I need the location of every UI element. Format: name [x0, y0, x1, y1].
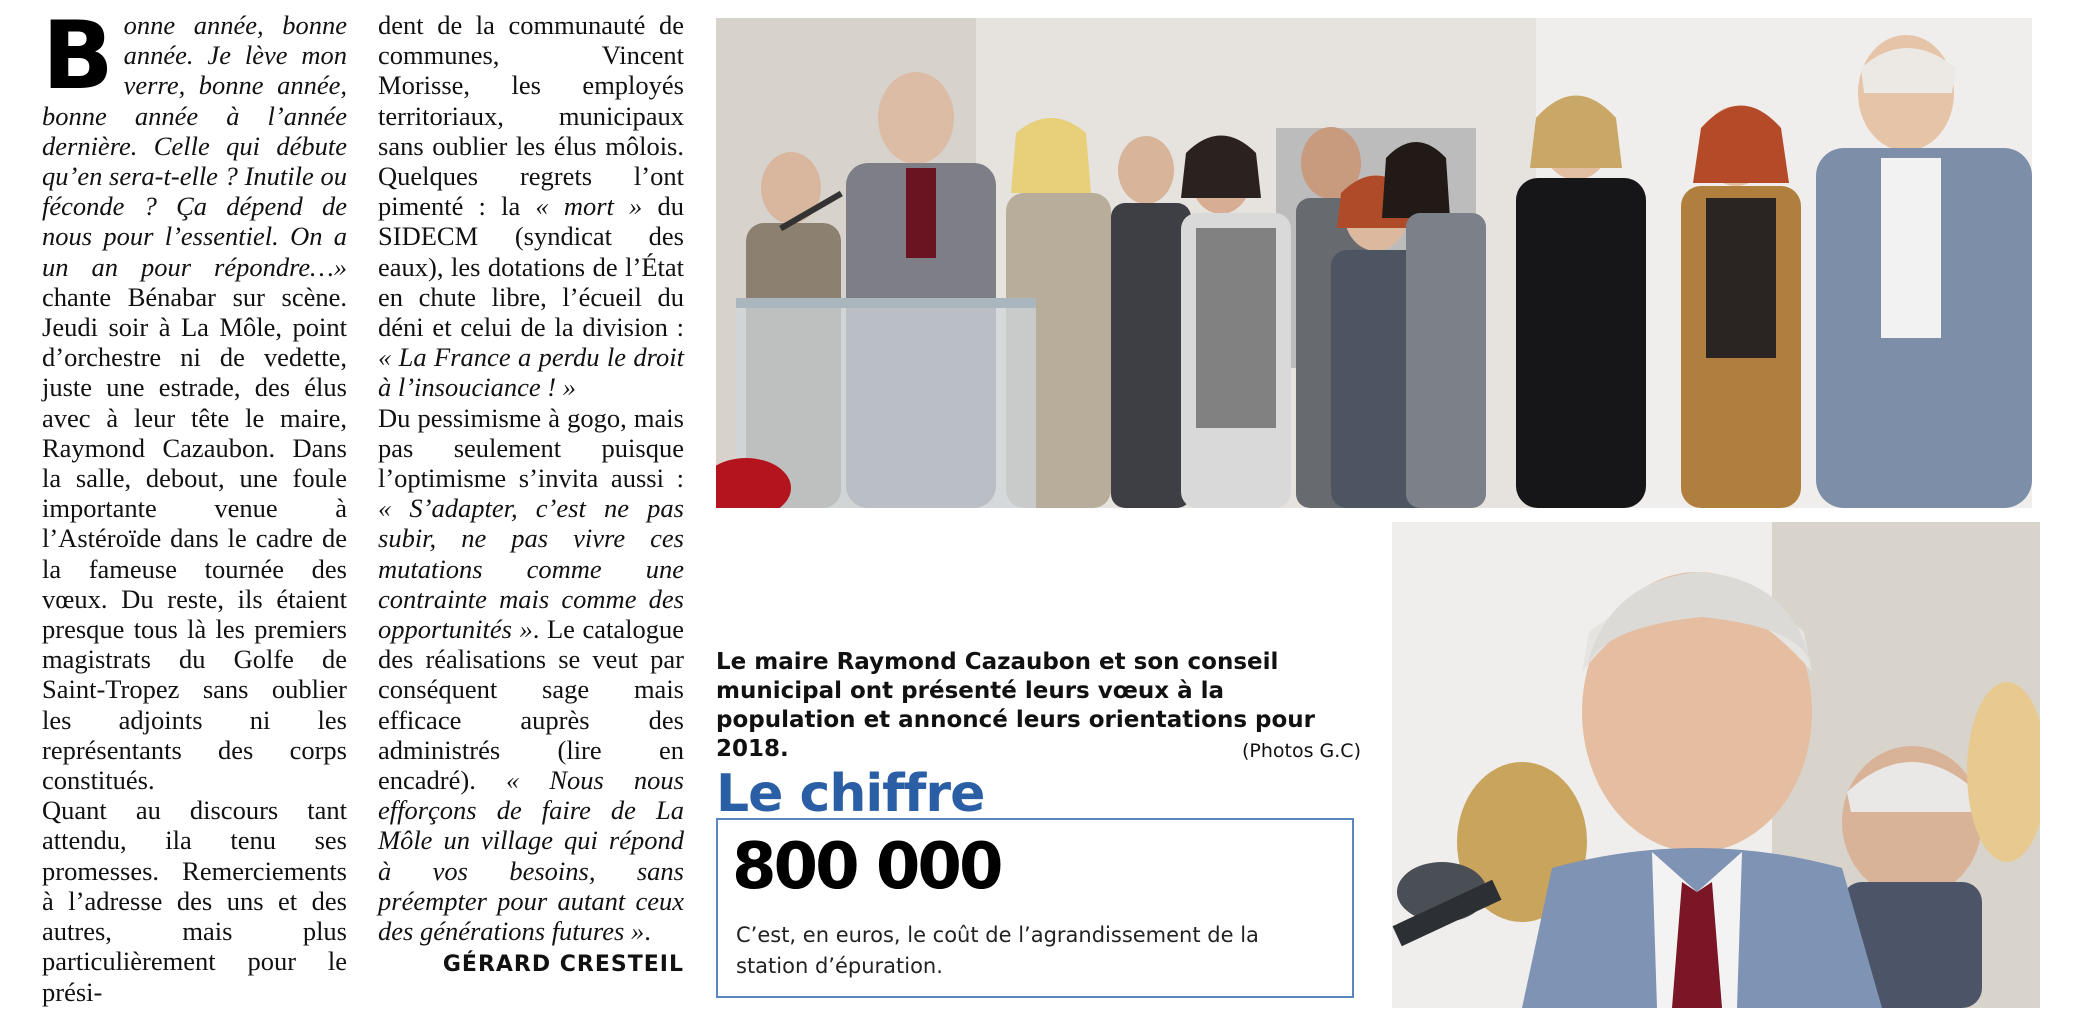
article-paragraph-1 [42, 2, 347, 796]
article-paragraph-2: Quant au discours tant attendu, ila tenu ses promesses. Remerciements à l’adresse des uns et des autres, mais plus particulièrement pour le prési- [42, 795, 347, 1007]
article-quote-1: « mort » [535, 191, 643, 222]
article-column-1 [42, 2, 347, 1007]
mayor-portrait-photo [1386, 516, 2040, 1008]
author-signature: GÉRARD CRESTEIL [442, 952, 684, 978]
photo-caption-text: Le maire Raymond Cazaubon et son conseil municipal ont présenté leurs vœux à la population et annoncé leurs orientations pour 2018. [716, 649, 1315, 762]
chiffre-number: 800 000 [732, 830, 1001, 904]
article-text-2a: dent de la communauté de communes, Vincent Morisse, les employés territoriaux, municipaux sans oublier les élus môlois. Quelques regrets l’ont pimenté : la [378, 10, 684, 222]
chiffre-box [716, 818, 1354, 998]
article-quote-4: « Nous nous efforçons de faire de La Môle un village qui répond à vos besoins, sans préempter pour autant ceux des générations futures » [378, 765, 684, 947]
article-paragraph-3 [378, 10, 684, 403]
article-paragraph-4 [378, 403, 684, 947]
article-text-1: chante Bénabar sur scène. Jeudi soir à La Môle, point d’orchestre ni de vedette, juste une estrade, des élus avec à leur tête le maire, Raymond Cazaubon. Dans la salle, debout, une foule importante venue à l’Astéroïde dans le cadre de la fameuse tournée des vœux. Du reste, ils étaient presque tous là les premiers magistrats du Golfe de Saint-Tropez sans oublier les adjoints ni les représentants des corps constitués. [42, 281, 347, 796]
mayor-portrait-illustration [1392, 522, 2040, 1008]
article-quote-intro: onne année, bonne année. Je lève mon verre, bonne année, bonne année à l’année dernière. Celle qui débute qu’en sera-t-elle ? Inutile ou féconde ? Ça dépend de nous pour l’essentiel. On a un an pour répondre…» [42, 10, 347, 282]
drop-cap: B [42, 2, 114, 111]
chiffre-description: C’est, en euros, le coût de l’agrandissement de la station d’épuration. [736, 923, 1259, 978]
photo-credit: (Photos G.C) [1242, 740, 1361, 762]
article-quote-3: « S’adapter, c’est ne pas subir, ne pas vivre ces mutations comme une contrainte mais comme des opportunités » [378, 493, 684, 645]
group-photo-illustration [716, 18, 2032, 508]
article-text-4c: . [644, 916, 651, 947]
article-quote-2: « La France a perdu le droit à l’insouciance ! » [378, 342, 684, 403]
chiffre-title: Le chiffre [716, 764, 985, 824]
photo-caption [716, 648, 1361, 766]
article-text-2b: du SIDECM (syndicat des eaux), les dotations de l’État en chute libre, l’écueil du déni et celui de la division : [378, 191, 684, 343]
group-photo [716, 18, 2032, 508]
article-text-4a: Du pessimisme à gogo, mais pas seulement puisque l’optimisme s’invita aussi : [378, 402, 684, 494]
article-column-2 [378, 10, 684, 981]
article-text-4b: . Le catalogue des réalisations se veut par conséquent sage mais efficace auprès des administrés (lire en encadré). [378, 614, 684, 796]
